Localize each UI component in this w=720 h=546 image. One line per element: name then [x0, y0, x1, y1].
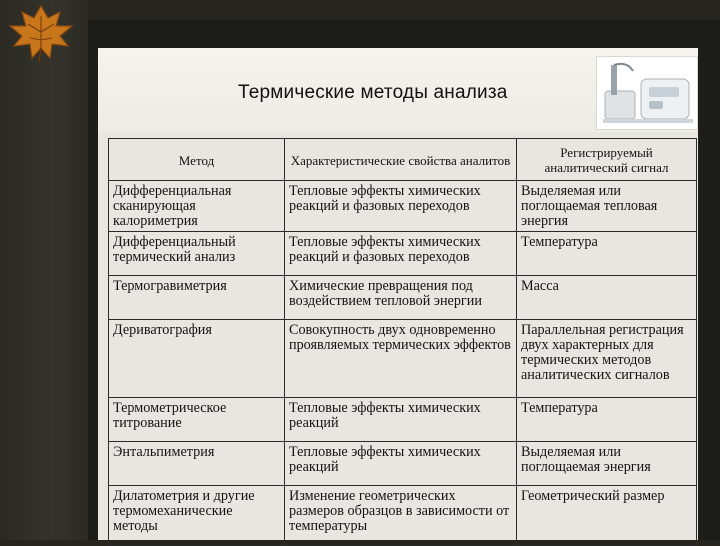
table-scan: [98, 132, 698, 540]
table-row: [109, 398, 697, 442]
col-header-signal: Регистрируемый аналитический сигнал: [517, 139, 697, 181]
cell-method: Дифференциальный термический анализ: [109, 232, 285, 276]
thermal-analyzer-image: [597, 57, 697, 129]
cell-properties: Совокупность двух одновременно проявляемых термических эффектов: [285, 320, 517, 398]
col-header-method: Метод: [109, 139, 285, 181]
cell-method: Термогравиметрия: [109, 276, 285, 320]
cell-properties: Химические превращения под воздействием тепловой энергии: [285, 276, 517, 320]
cell-properties: Тепловые эффекты химических реакций: [285, 398, 517, 442]
cell-signal: Выделяемая или поглощаемая тепловая энергия: [517, 181, 697, 232]
cell-method: Дифференциальная сканирующая калориметрия: [109, 181, 285, 232]
table-row: [109, 232, 697, 276]
table-header-row: [109, 139, 697, 181]
table-row: [109, 486, 697, 546]
autumn-leaf-icon: [6, 2, 76, 64]
table-row: [109, 276, 697, 320]
cell-signal: Параллельная регистрация двух характерных для термических методов аналитических сигналов: [517, 320, 697, 398]
table-row: [109, 320, 697, 398]
cell-signal: Температура: [517, 398, 697, 442]
cell-signal: Геометрический размер: [517, 486, 697, 546]
methods-table: [108, 138, 697, 546]
cell-properties: Тепловые эффекты химических реакций: [285, 442, 517, 486]
table-row: [109, 442, 697, 486]
cell-signal: Температура: [517, 232, 697, 276]
instrument-photo: [596, 56, 698, 130]
col-header-properties: Характеристические свойства аналитов: [285, 139, 517, 181]
slide-title: Термические методы анализа: [238, 82, 508, 103]
cell-method: Дилатометрия и другие термомеханические методы: [109, 486, 285, 546]
cell-signal: Выделяемая или поглощаемая энергия: [517, 442, 697, 486]
cell-signal: Масса: [517, 276, 697, 320]
cell-properties: Тепловые эффекты химических реакций и фазовых переходов: [285, 181, 517, 232]
cell-properties: Тепловые эффекты химических реакций и фазовых переходов: [285, 232, 517, 276]
cell-method: Термометрическое титрование: [109, 398, 285, 442]
cell-properties: Изменение геометрических размеров образцов в зависимости от температуры: [285, 486, 517, 546]
cell-method: Дериватография: [109, 320, 285, 398]
cell-method: Энтальпиметрия: [109, 442, 285, 486]
table-row: [109, 181, 697, 232]
decorative-left-strip: [0, 0, 88, 540]
